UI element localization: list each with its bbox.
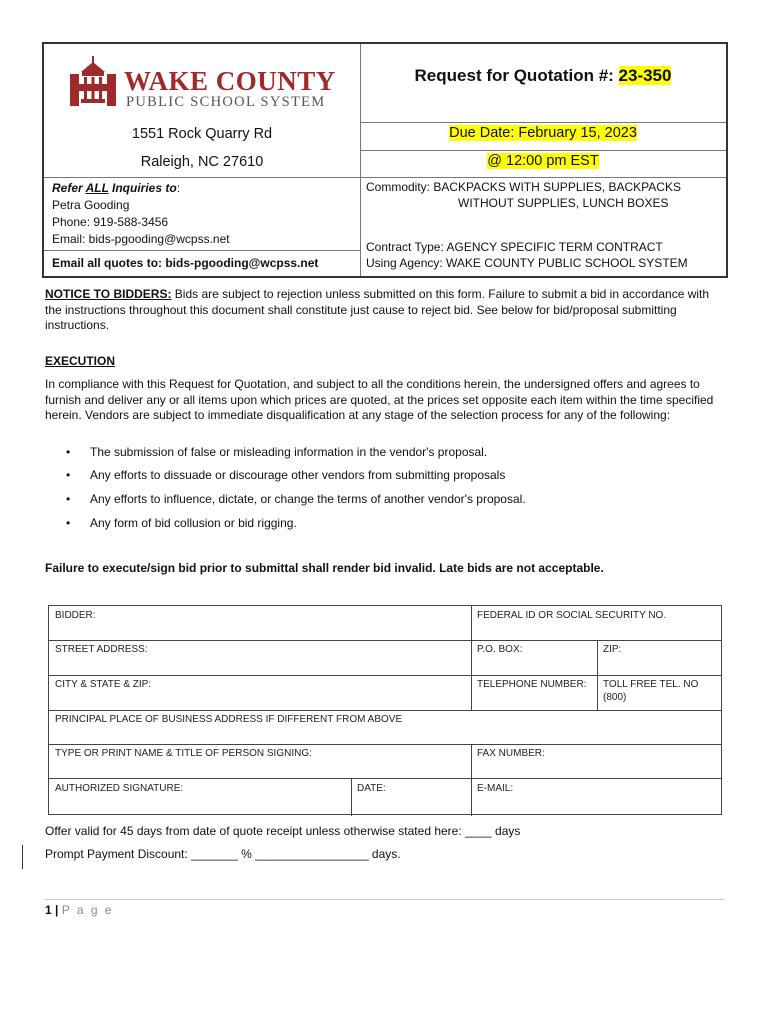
date-field[interactable]: DATE:: [357, 783, 386, 794]
form-row-divider: [49, 778, 721, 779]
wcpss-logo: [68, 56, 336, 112]
using-agency: Using Agency: WAKE COUNTY PUBLIC SCHOOL SYSTEM: [366, 256, 688, 270]
bidder-field[interactable]: BIDDER:: [55, 610, 96, 621]
schoolhouse-icon: [68, 56, 118, 108]
header-divider: [360, 150, 726, 151]
header-divider: [360, 122, 726, 123]
commodity-line1: Commodity: BACKPACKS WITH SUPPLIES, BACKPACKS: [366, 180, 681, 194]
telephone-field[interactable]: TELEPHONE NUMBER:: [477, 679, 587, 690]
inquiries-suffix: Inquiries to: [108, 181, 177, 195]
type-name-field[interactable]: TYPE OR PRINT NAME & TITLE OF PERSON SIGNING:: [55, 748, 312, 759]
form-col-divider: [597, 640, 598, 710]
prompt-payment: Prompt Payment Discount: _______ % _________________ days.: [45, 847, 401, 861]
execution-label: EXECUTION: [45, 354, 116, 368]
city-state-zip-field[interactable]: CITY & STATE & ZIP:: [55, 679, 152, 690]
contact-name: Petra Gooding: [52, 198, 130, 212]
due-time: [360, 153, 726, 169]
execution-text: In compliance with this Request for Quotation, and subject to all the conditions herein, the undersigned offers and agrees to furnish and deliver any or all items upon which prices are quoted, at the prices set opposite each item within the time specified herein. Vendors are subject to immediate disqualification at any stage of the selection process for any of the following:: [45, 377, 714, 422]
notice-label: NOTICE TO BIDDERS:: [45, 287, 172, 301]
text-cursor-marker: [22, 845, 23, 869]
list-item-text: Any efforts to dissuade or discourage other vendors from submitting proposals: [90, 468, 506, 482]
header-divider: [44, 177, 726, 178]
inquiries-prefix: Refer: [52, 181, 86, 195]
toll-free-field[interactable]: [603, 678, 698, 704]
street-address-field[interactable]: STREET ADDRESS:: [55, 644, 148, 655]
inquiries-label: [52, 181, 177, 195]
bullet-icon: •: [66, 492, 71, 506]
contract-info: [366, 239, 688, 271]
form-row-divider: [49, 744, 721, 745]
execution-heading: [45, 354, 725, 370]
contact-email: Email: bids-pgooding@wcpss.net: [52, 232, 230, 246]
toll-free-label: TOLL FREE TEL. NO: [603, 679, 699, 690]
notice-text: Bids are subject to rejection unless submitted on this form. Failure to submit a bid in accordance with the instructions throughout this document shall constitute just cause to reject bid. See below for bid/proposal submitting instructions.: [45, 287, 710, 332]
zip-field[interactable]: ZIP:: [603, 644, 622, 655]
list-item-text: Any efforts to influence, dictate, or change the terms of another vendor's proposal.: [90, 492, 526, 506]
form-row-divider: [49, 710, 721, 711]
header-divider: [44, 250, 360, 251]
commodity: [366, 179, 716, 211]
due-time-text: @ 12:00 pm EST: [487, 153, 599, 169]
page-separator: |: [51, 903, 62, 917]
inquiries-colon: :: [176, 181, 181, 195]
notice-to-bidders: [45, 287, 725, 334]
email-field[interactable]: E-MAIL:: [477, 783, 514, 794]
form-col-divider: [351, 778, 352, 816]
signature-field[interactable]: AUTHORIZED SIGNATURE:: [55, 783, 184, 794]
contract-type: Contract Type: AGENCY SPECIFIC TERM CONTRACT: [366, 240, 663, 254]
inquiries-all: ALL: [85, 181, 109, 195]
bidder-form: [48, 605, 722, 815]
bullet-icon: •: [66, 468, 71, 482]
contact-phone: Phone: 919-588-3456: [52, 215, 169, 229]
logo-name: WAKE COUNTY: [124, 66, 336, 96]
form-row-divider: [49, 640, 721, 641]
footer-divider: [45, 899, 725, 900]
logo-subtitle: PUBLIC SCHOOL SYSTEM: [126, 94, 326, 110]
federal-id-field[interactable]: FEDERAL ID OR SOCIAL SECURITY NO.: [477, 610, 667, 621]
list-item-text: The submission of false or misleading information in the vendor's proposal.: [90, 445, 488, 459]
fax-field[interactable]: FAX NUMBER:: [477, 748, 545, 759]
due-date: [360, 125, 726, 141]
bullet-icon: •: [66, 516, 71, 530]
failure-notice: Failure to execute/sign bid prior to submittal shall render bid invalid. Late bids are not acceptable.: [45, 561, 604, 575]
principal-place-field[interactable]: PRINCIPAL PLACE OF BUSINESS ADDRESS IF DIFFERENT FROM ABOVE: [55, 714, 403, 725]
list-item-text: Any form of bid collusion or bid rigging.: [90, 516, 297, 530]
po-box-field[interactable]: P.O. BOX:: [477, 644, 523, 655]
page-number: 1: [45, 903, 52, 917]
address-line2: Raleigh, NC 27610: [140, 154, 264, 170]
due-date-text: Due Date: February 15, 2023: [449, 125, 637, 141]
commodity-line2: WITHOUT SUPPLIES, LUNCH BOXES: [458, 196, 669, 210]
rfq-number: 23-350: [618, 66, 672, 85]
inquiries-block: [52, 180, 230, 248]
form-col-divider: [471, 606, 472, 710]
offer-valid: Offer valid for 45 days from date of quote receipt unless otherwise stated here: ____ days: [45, 824, 521, 838]
page-label: P a g e: [61, 903, 114, 917]
address-line1: 1551 Rock Quarry Rd: [131, 126, 273, 142]
rfq-title: [360, 66, 726, 86]
rfq-label: Request for Quotation #:: [414, 66, 619, 85]
email-quotes: Email all quotes to: bids-pgooding@wcpss.net: [52, 256, 319, 270]
header-box: [42, 42, 728, 278]
form-col-divider: [471, 744, 472, 816]
page-footer: [45, 903, 114, 917]
form-row-divider: [49, 675, 721, 676]
bullet-icon: •: [66, 445, 71, 459]
toll-free-prefix: (800): [603, 692, 627, 703]
